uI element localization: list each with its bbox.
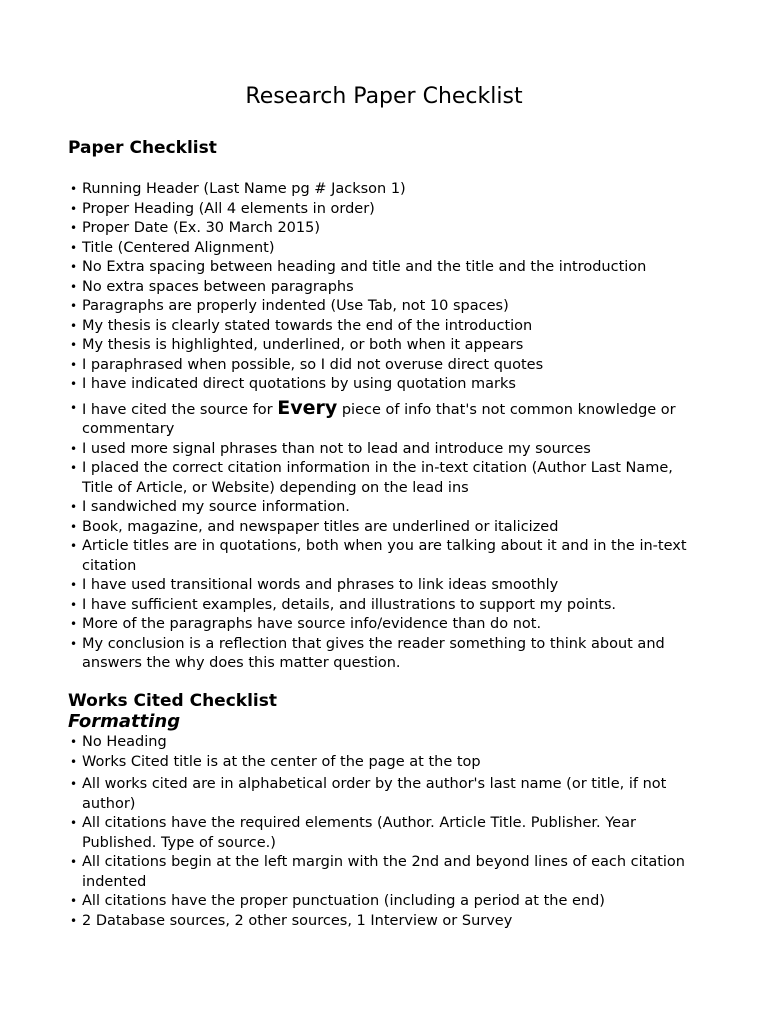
emphasized-word: Every — [277, 396, 338, 419]
works-cited-heading: Works Cited Checklist — [68, 691, 277, 711]
bullet-icon: • — [70, 636, 78, 651]
checklist-item: • I used more signal phrases than not to lead and introduce my sources — [68, 440, 708, 460]
bullet-icon: • — [70, 777, 78, 791]
bullet-icon: • — [70, 400, 78, 415]
bullet-icon: • — [70, 894, 78, 908]
checklist-item: • Works Cited title is at the center of the page at the top — [68, 753, 708, 773]
checklist-item-cited-source: • I have cited the source for Every piece of info that's not common knowledge or commentary — [70, 396, 676, 437]
bullet-icon: • — [70, 182, 78, 196]
bullet-icon: • — [70, 441, 78, 456]
bullet-icon: • — [70, 201, 78, 216]
bullet-icon: • — [70, 855, 78, 869]
bullet-icon: • — [70, 299, 78, 313]
paper-checklist — [68, 180, 708, 674]
bullet-icon: • — [70, 500, 78, 514]
checklist-item: • My conclusion is a reflection that gives the reader something to think about and answers the why does this matter question. — [70, 635, 665, 671]
checklist-item: • My thesis is clearly stated towards the end of the introduction — [68, 317, 708, 337]
checklist-item: • I have sufficient examples, details, and illustrations to support my points. — [68, 596, 708, 616]
bullet-icon: • — [70, 539, 78, 553]
checklist-item: • Article titles are in quotations, both when you are talking about it and in the in-text citation — [70, 538, 687, 574]
checklist-item: • All works cited are in alphabetical order by the author's last name (or title, if not author) — [70, 776, 667, 812]
checklist-item: • My thesis is highlighted, underlined, or both when it appears — [68, 336, 708, 356]
checklist-item: • I have used transitional words and phrases to link ideas smoothly — [68, 576, 708, 596]
bullet-icon: • — [70, 357, 78, 372]
checklist-item: • More of the paragraphs have source info/evidence than do not. — [68, 615, 708, 635]
bullet-icon: • — [70, 318, 78, 333]
bullet-icon: • — [70, 754, 78, 769]
checklist-item: • I placed the correct citation information in the in-text citation (Author Last Name, Title of Article, or Website) depending on the lead ins — [70, 460, 673, 496]
bullet-icon: • — [70, 816, 78, 830]
bullet-icon: • — [70, 338, 78, 352]
checklist-item: • Book, magazine, and newspaper titles are underlined or italicized — [68, 518, 708, 538]
checklist-item: • 2 Database sources, 2 other sources, 1 Interview or Survey — [68, 912, 708, 932]
formatting-subheading: Formatting — [68, 711, 181, 732]
checklist-item: • I sandwiched my source information. — [68, 498, 708, 518]
paper-checklist-heading: Paper Checklist — [68, 138, 217, 158]
checklist-item: • All citations have the required elements (Author. Article Title. Publisher. Year Published. Type of source.) — [70, 815, 636, 851]
bullet-icon: • — [70, 240, 78, 255]
checklist-item: • All citations begin at the left margin with the 2nd and beyond lines of each citation indented — [70, 854, 685, 890]
checklist-item: • No Heading — [68, 733, 708, 753]
bullet-icon: • — [70, 617, 78, 631]
bullet-icon: • — [70, 221, 78, 235]
works-cited-checklist — [68, 733, 708, 931]
checklist-item: • No extra spaces between paragraphs — [68, 278, 708, 298]
document-title: Research Paper Checklist — [245, 84, 523, 109]
bullet-icon: • — [70, 377, 78, 391]
bullet-icon: • — [70, 461, 78, 475]
checklist-item: • Proper Date (Ex. 30 March 2015) — [68, 219, 708, 239]
bullet-icon: • — [70, 519, 78, 534]
checklist-item: • All citations have the proper punctuation (including a period at the end) — [68, 892, 708, 912]
bullet-icon: • — [70, 735, 78, 749]
checklist-item: • I paraphrased when possible, so I did not overuse direct quotes — [68, 356, 708, 376]
bullet-icon: • — [70, 279, 78, 294]
bullet-icon: • — [70, 578, 78, 592]
checklist-item: • Running Header (Last Name pg # Jackson 1) — [68, 180, 708, 200]
checklist-item: • No Extra spacing between heading and title and the title and the introduction — [68, 258, 708, 278]
checklist-item: • Paragraphs are properly indented (Use Tab, not 10 spaces) — [68, 297, 708, 317]
bullet-icon: • — [70, 913, 78, 928]
bullet-icon: • — [70, 597, 78, 612]
bullet-icon: • — [70, 260, 78, 274]
checklist-item: • Title (Centered Alignment) — [68, 239, 708, 259]
checklist-item: • I have indicated direct quotations by using quotation marks — [68, 375, 708, 395]
checklist-item: • Proper Heading (All 4 elements in order) — [68, 200, 708, 220]
